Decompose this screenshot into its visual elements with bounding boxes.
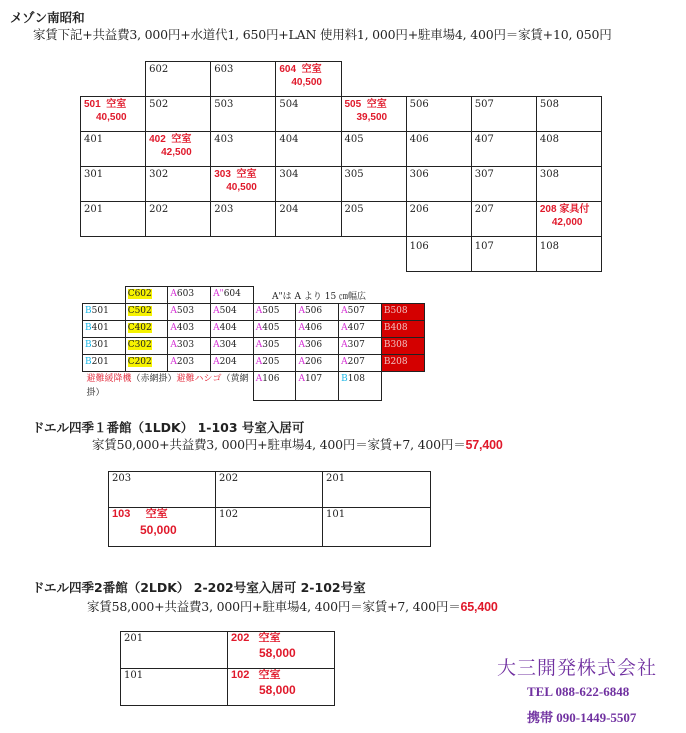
parking-slot: A"604 (211, 287, 254, 304)
room-cell: 203 (109, 472, 216, 508)
parking-slot: A107 (296, 372, 339, 401)
parking-slot: B408 (381, 321, 424, 338)
room-cell: 106 (406, 237, 471, 272)
room-cell: 202 (216, 472, 323, 508)
room-cell: 308 (536, 167, 601, 202)
room-cell: 403 (211, 132, 276, 167)
room-cell-vacant: 202 空室 58,000 (228, 632, 335, 669)
room-cell: 201 (121, 632, 228, 669)
room-cell: 602 (146, 62, 211, 97)
parking-slot: A304 (211, 338, 254, 355)
parking-slot: A203 (168, 355, 211, 372)
room-cell-vacant: 102 空室 58,000 (228, 669, 335, 706)
building3-title: ドエル四季2番館（2LDK） 2-202号室入居可 2-102号室 (32, 580, 366, 595)
parking-slot: A207 (339, 355, 382, 372)
parking-slot: A404 (211, 321, 254, 338)
parking-slot: C302 (125, 338, 168, 355)
parking-slot: A206 (296, 355, 339, 372)
room-cell: 101 (121, 669, 228, 706)
parking-slot: A307 (339, 338, 382, 355)
parking-slot: A505 (253, 304, 296, 321)
building3-fee-line: 家賃58,000+共益費3, 000円+駐車場4, 400円＝家賃+7, 400円＝65,400 (87, 599, 498, 614)
room-cell: 406 (406, 132, 471, 167)
room-cell-furnished: 208 家具付 42,000 (536, 202, 601, 237)
parking-slot: A503 (168, 304, 211, 321)
room-cell: 504 (276, 97, 341, 132)
parking-slot: B208 (381, 355, 424, 372)
parking-slot: B501 (83, 304, 126, 321)
room-cell: 401 (81, 132, 146, 167)
parking-slot: A305 (253, 338, 296, 355)
parking-slot: A106 (253, 372, 296, 401)
room-cell: 107 (471, 237, 536, 272)
room-cell: 102 (216, 508, 323, 547)
room-cell: 108 (536, 237, 601, 272)
parking-slot: A306 (296, 338, 339, 355)
parking-slot: A507 (339, 304, 382, 321)
room-cell: 204 (276, 202, 341, 237)
room-cell: 506 (406, 97, 471, 132)
parking-legend: 避難緩降機（赤網掛）避難ハシゴ（黄網掛） (86, 374, 249, 398)
parking-slot: A406 (296, 321, 339, 338)
company-mobile: 携帯 090-1449-5507 (527, 710, 637, 725)
parking-slot: B108 (339, 372, 382, 401)
parking-note: A"は A より 15 ㎝幅広 (272, 292, 367, 302)
room-cell: 307 (471, 167, 536, 202)
parking-slot: A506 (296, 304, 339, 321)
parking-slot: B301 (83, 338, 126, 355)
legend-escape-ladder: 避難ハシゴ (176, 374, 222, 384)
room-cell-vacant: 103 空室 50,000 (109, 508, 216, 547)
parking-slot: A405 (253, 321, 296, 338)
parking-slot: B508 (381, 304, 424, 321)
parking-slot: B201 (83, 355, 126, 372)
room-cell: 407 (471, 132, 536, 167)
room-cell: 306 (406, 167, 471, 202)
company-name: 大三開発株式会社 (497, 657, 658, 679)
parking-slot: B308 (381, 338, 424, 355)
room-cell: 404 (276, 132, 341, 167)
room-cell-vacant: 604 空室 40,500 (276, 62, 341, 97)
room-cell: 201 (323, 472, 431, 508)
parking-slot: A205 (253, 355, 296, 372)
parking-slot: A603 (168, 287, 211, 304)
parking-slot: A303 (168, 338, 211, 355)
room-cell: 203 (211, 202, 276, 237)
grid-blank (81, 62, 146, 97)
parking-slot: B401 (83, 321, 126, 338)
parking-slot: C502 (125, 304, 168, 321)
room-cell: 301 (81, 167, 146, 202)
room-cell: 207 (471, 202, 536, 237)
room-cell: 507 (471, 97, 536, 132)
room-cell: 305 (341, 167, 406, 202)
room-cell: 508 (536, 97, 601, 132)
building2-fee-total: 57,400 (465, 438, 503, 452)
parking-slot: C602 (125, 287, 168, 304)
building1-title: メゾン南昭和 (10, 10, 85, 25)
parking-grid (82, 286, 425, 401)
building1-room-grid (80, 61, 602, 272)
parking-slot: A204 (211, 355, 254, 372)
room-cell: 502 (146, 97, 211, 132)
parking-slot: A407 (339, 321, 382, 338)
room-cell: 206 (406, 202, 471, 237)
room-cell: 205 (341, 202, 406, 237)
room-cell-vacant: 505 空室 39,500 (341, 97, 406, 132)
parking-slot: C202 (125, 355, 168, 372)
room-cell-vacant: 402 空室 42,500 (146, 132, 211, 167)
company-tel: TEL 088-622-6848 (527, 684, 630, 699)
room-cell: 503 (211, 97, 276, 132)
parking-slot: A504 (211, 304, 254, 321)
room-cell: 304 (276, 167, 341, 202)
building3-fee-total: 65,400 (460, 600, 498, 614)
room-cell: 408 (536, 132, 601, 167)
building3-room-grid (120, 631, 335, 706)
room-cell: 201 (81, 202, 146, 237)
building2-title: ドエル四季１番館（1LDK） 1-103 号室入居可 (32, 420, 305, 435)
room-cell: 405 (341, 132, 406, 167)
room-cell-vacant: 501 空室 40,500 (81, 97, 146, 132)
room-cell-vacant: 303 空室 40,500 (211, 167, 276, 202)
building2-fee-line: 家賃50,000+共益費3, 000円+駐車場4, 400円＝家賃+7, 400円＝57,400 (92, 437, 503, 452)
legend-escape-device: 避難緩降機 (86, 374, 132, 384)
room-cell: 101 (323, 508, 431, 547)
room-cell: 202 (146, 202, 211, 237)
parking-slot: A403 (168, 321, 211, 338)
room-cell: 302 (146, 167, 211, 202)
parking-slot: C402 (125, 321, 168, 338)
room-cell: 603 (211, 62, 276, 97)
building2-room-grid (108, 471, 431, 547)
building1-fee-line: 家賃下記+共益費3, 000円+水道代1, 650円+LAN 使用料1, 000円+駐車場4, 400円＝家賃+10, 050円 (33, 27, 612, 42)
